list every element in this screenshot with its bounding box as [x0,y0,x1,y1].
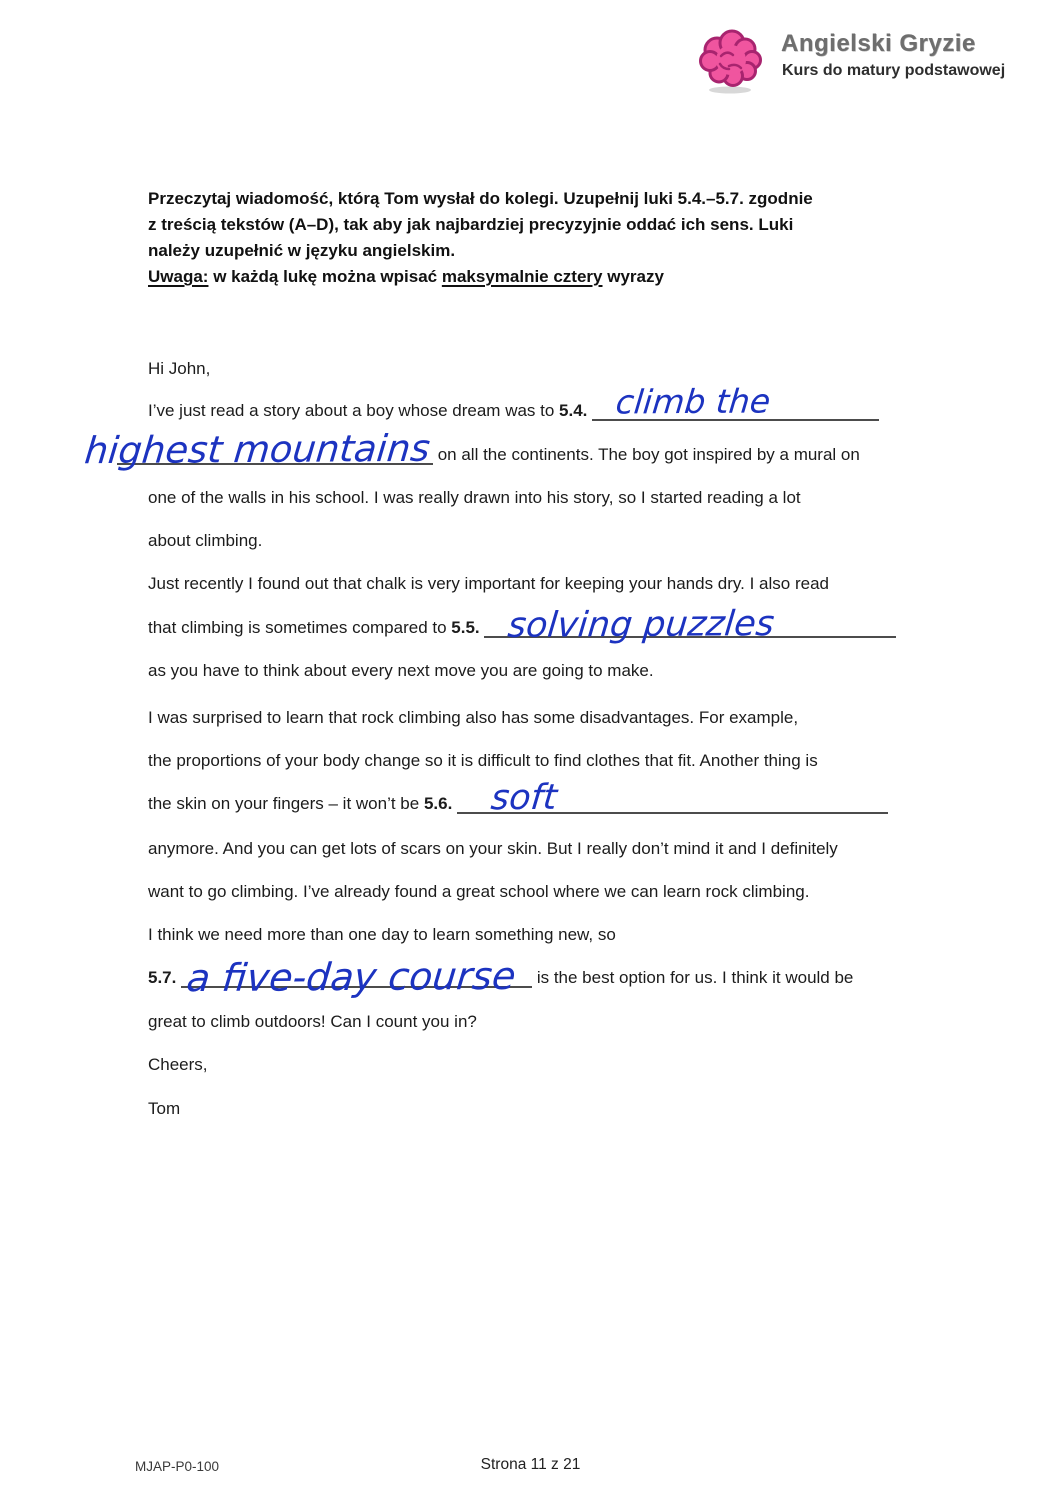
letter-line: about climbing. [148,531,263,550]
instructions-note-end: wyrazy [602,267,664,286]
letter-line: I was surprised to learn that rock climbing also has some disadvantages. For example, [148,708,799,727]
instructions-line-3: należy uzupełnić w języku angielskim. [148,241,456,260]
gap-blank-5-4 [592,381,879,422]
gap-blank-5-4-continued [82,426,433,473]
logo-title: Angielski Gryzie [781,30,976,57]
line-text: that climbing is sometimes compared to [148,618,452,637]
letter-line-gap-5-7 [148,953,854,1001]
letter-line: one of the walls in his school. I was really drawn into his story, so I started reading a lot [148,488,801,507]
line-text: the skin on your fingers – it won’t be [148,794,424,813]
logo [693,24,1023,102]
handwritten-answer-5-4-continued: highest mountains [82,426,432,473]
gap-blank-5-5 [484,604,896,646]
instructions-note-label: Uwaga: [148,267,209,286]
line-text: I’ve just read a story about a boy whose dream was to [148,401,560,420]
letter-line-gap-5-4 [148,381,879,423]
instructions-note-underlined: maksymalnie cztery [441,267,603,286]
letter-line: anymore. And you can get lots of scars on your skin. But I really don’t mind it and I definitely [148,839,838,858]
instructions-note-middle: w każdą lukę można wpisać [208,267,442,286]
instructions-line-1: Przeczytaj wiadomość, którą Tom wysłał do kolegi. Uzupełnij luki 5.4.–5.7. zgodnie [148,189,813,208]
letter-line: want to go climbing. I’ve already found a great school where we can learn rock climbing. [148,882,810,901]
brain-icon [693,26,767,96]
letter-line-gap-5-6 [148,777,888,819]
line-text: is the best option for us. I think it would be [532,968,854,987]
letter-line: as you have to think about every next move you are going to make. [148,661,654,680]
line-text: on all the continents. The boy got inspired by a mural on [433,445,860,464]
gap-blank-5-7 [181,953,532,1001]
logo-subtitle: Kurs do matury podstawowej [782,62,1006,79]
letter-line: Just recently I found out that chalk is very important for keeping your hands dry. I also read [148,574,829,593]
gap-number-5-6: 5.6. [423,794,453,813]
letter-line: the proportions of your body change so it is difficult to find clothes that fit. Another thing is [148,751,818,770]
gap-number-5-4: 5.4. [559,401,588,420]
letter-line: great to climb outdoors! Can I count you in? [148,1012,477,1031]
page-number: Strona 11 z 21 [480,1456,581,1473]
letter-line-gap-5-4-continued [82,426,860,473]
gap-number-5-5: 5.5. [451,618,480,637]
handwritten-answer-5-5: solving puzzles [506,604,777,646]
instructions-line-2: z treścią tekstów (A–D), tak aby jak najbardziej precyzyjnie oddać ich sens. Luki [148,215,794,234]
handwritten-answer-5-4: climb the [614,381,773,422]
handwritten-answer-5-6: soft [489,777,559,819]
letter-signature: Tom [148,1099,181,1118]
task-instructions [148,186,928,290]
letter-greeting: Hi John, [148,359,211,378]
document-code: MJAP-P0-100 [135,1459,220,1474]
handwritten-answer-5-7: a five-day course [184,953,518,1001]
gap-number-5-7: 5.7. [148,968,177,987]
letter-line: I think we need more than one day to learn something new, so [148,925,616,944]
letter-line-gap-5-5 [148,604,896,646]
letter-closing: Cheers, [148,1055,208,1074]
gap-blank-5-6 [457,777,888,819]
